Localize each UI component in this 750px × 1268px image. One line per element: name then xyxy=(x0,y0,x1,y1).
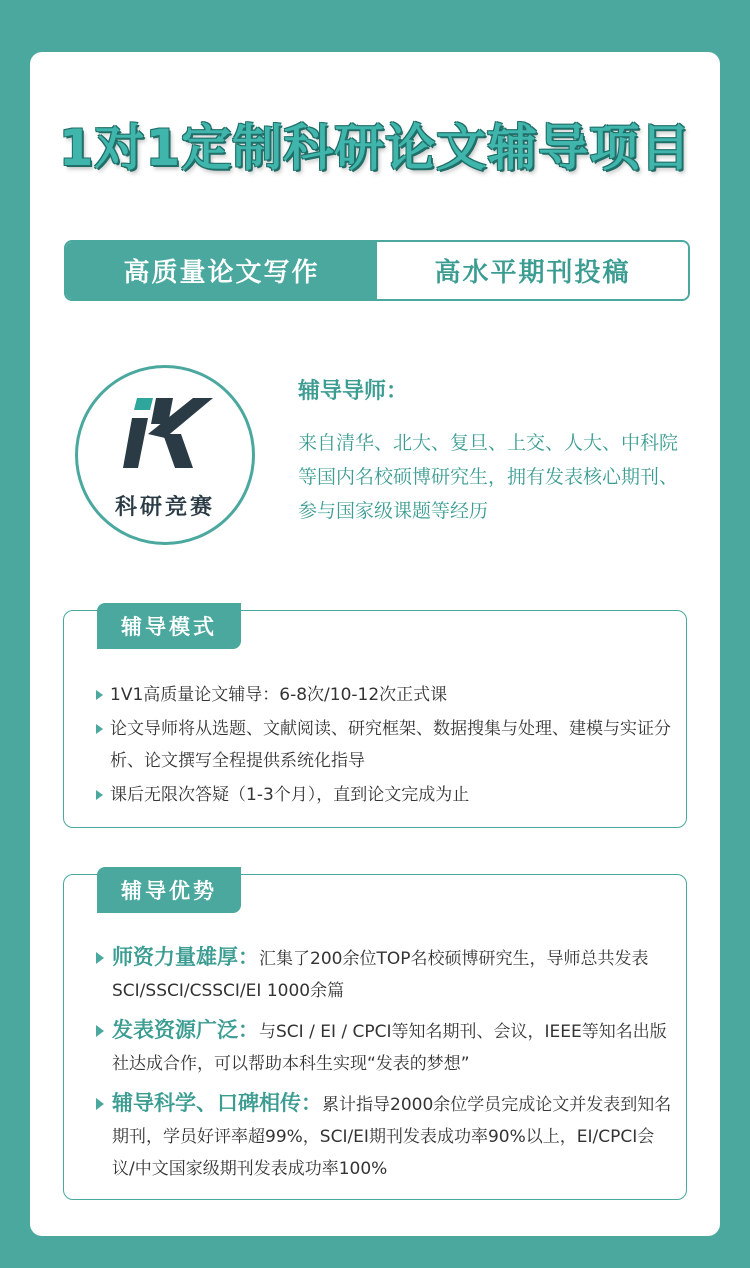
mentor-title: 辅导导师： xyxy=(298,379,409,404)
mode-section xyxy=(63,610,687,828)
advantages-list xyxy=(96,941,676,1192)
list-item xyxy=(96,1087,676,1185)
list-item xyxy=(96,1014,676,1080)
advantage-text: 与SCI / EI / CPCI等知名期刊、会议，IEEE等知名出版社达成合作，可以帮助本科生实现“发表的梦想” xyxy=(112,1022,667,1074)
tab-bar xyxy=(64,240,690,301)
advantage-text: 累计指导2000余位学员完成论文并发表到知名期刊，学员好评率超99%，SCI/EI期刊发表成功率90%以上，EI/CPCI会议/中文国家级期刊发表成功率100% xyxy=(112,1095,672,1179)
mode-section-label: 辅导模式 xyxy=(97,603,241,649)
page-title: 1对1定制科研论文辅导项目 xyxy=(58,119,692,177)
k-logo-icon xyxy=(123,390,213,480)
advantage-heading: 辅导科学、口碑相传： xyxy=(112,1091,322,1115)
advantage-text: 汇集了200余位TOP名校硕博研究生，导师总共发表SCI/SSCI/CSSCI/EI 1000余篇 xyxy=(112,949,649,1001)
list-item xyxy=(96,941,676,1007)
mentor-description: 来自清华、北大、复旦、上交、人大、中科院等国内名校硕博研究生，拥有发表核心期刊、参与国家级课题等经历 xyxy=(298,432,679,522)
list-item: 课后无限次答疑（1-3个月），直到论文完成为止 xyxy=(96,779,676,811)
list-item: 论文导师将从选题、文献阅读、研究框架、数据搜集与处理、建模与实证分析、论文撰写全程提供系统化指导 xyxy=(96,713,676,777)
advantage-heading: 师资力量雄厚： xyxy=(112,945,259,969)
logo-text: 科研竞赛 xyxy=(114,495,215,520)
list-item: 1V1高质量论文辅导：6-8次/10-12次正式课 xyxy=(96,679,676,711)
advantages-section xyxy=(63,874,687,1200)
advantage-heading: 发表资源广泛： xyxy=(112,1018,259,1042)
mode-list xyxy=(96,679,676,813)
advantages-section-label: 辅导优势 xyxy=(97,867,241,913)
brand-logo xyxy=(75,365,255,545)
tab-journal-submission[interactable]: 高水平期刊投稿 xyxy=(377,242,688,299)
tab-paper-writing[interactable]: 高质量论文写作 xyxy=(66,242,377,299)
